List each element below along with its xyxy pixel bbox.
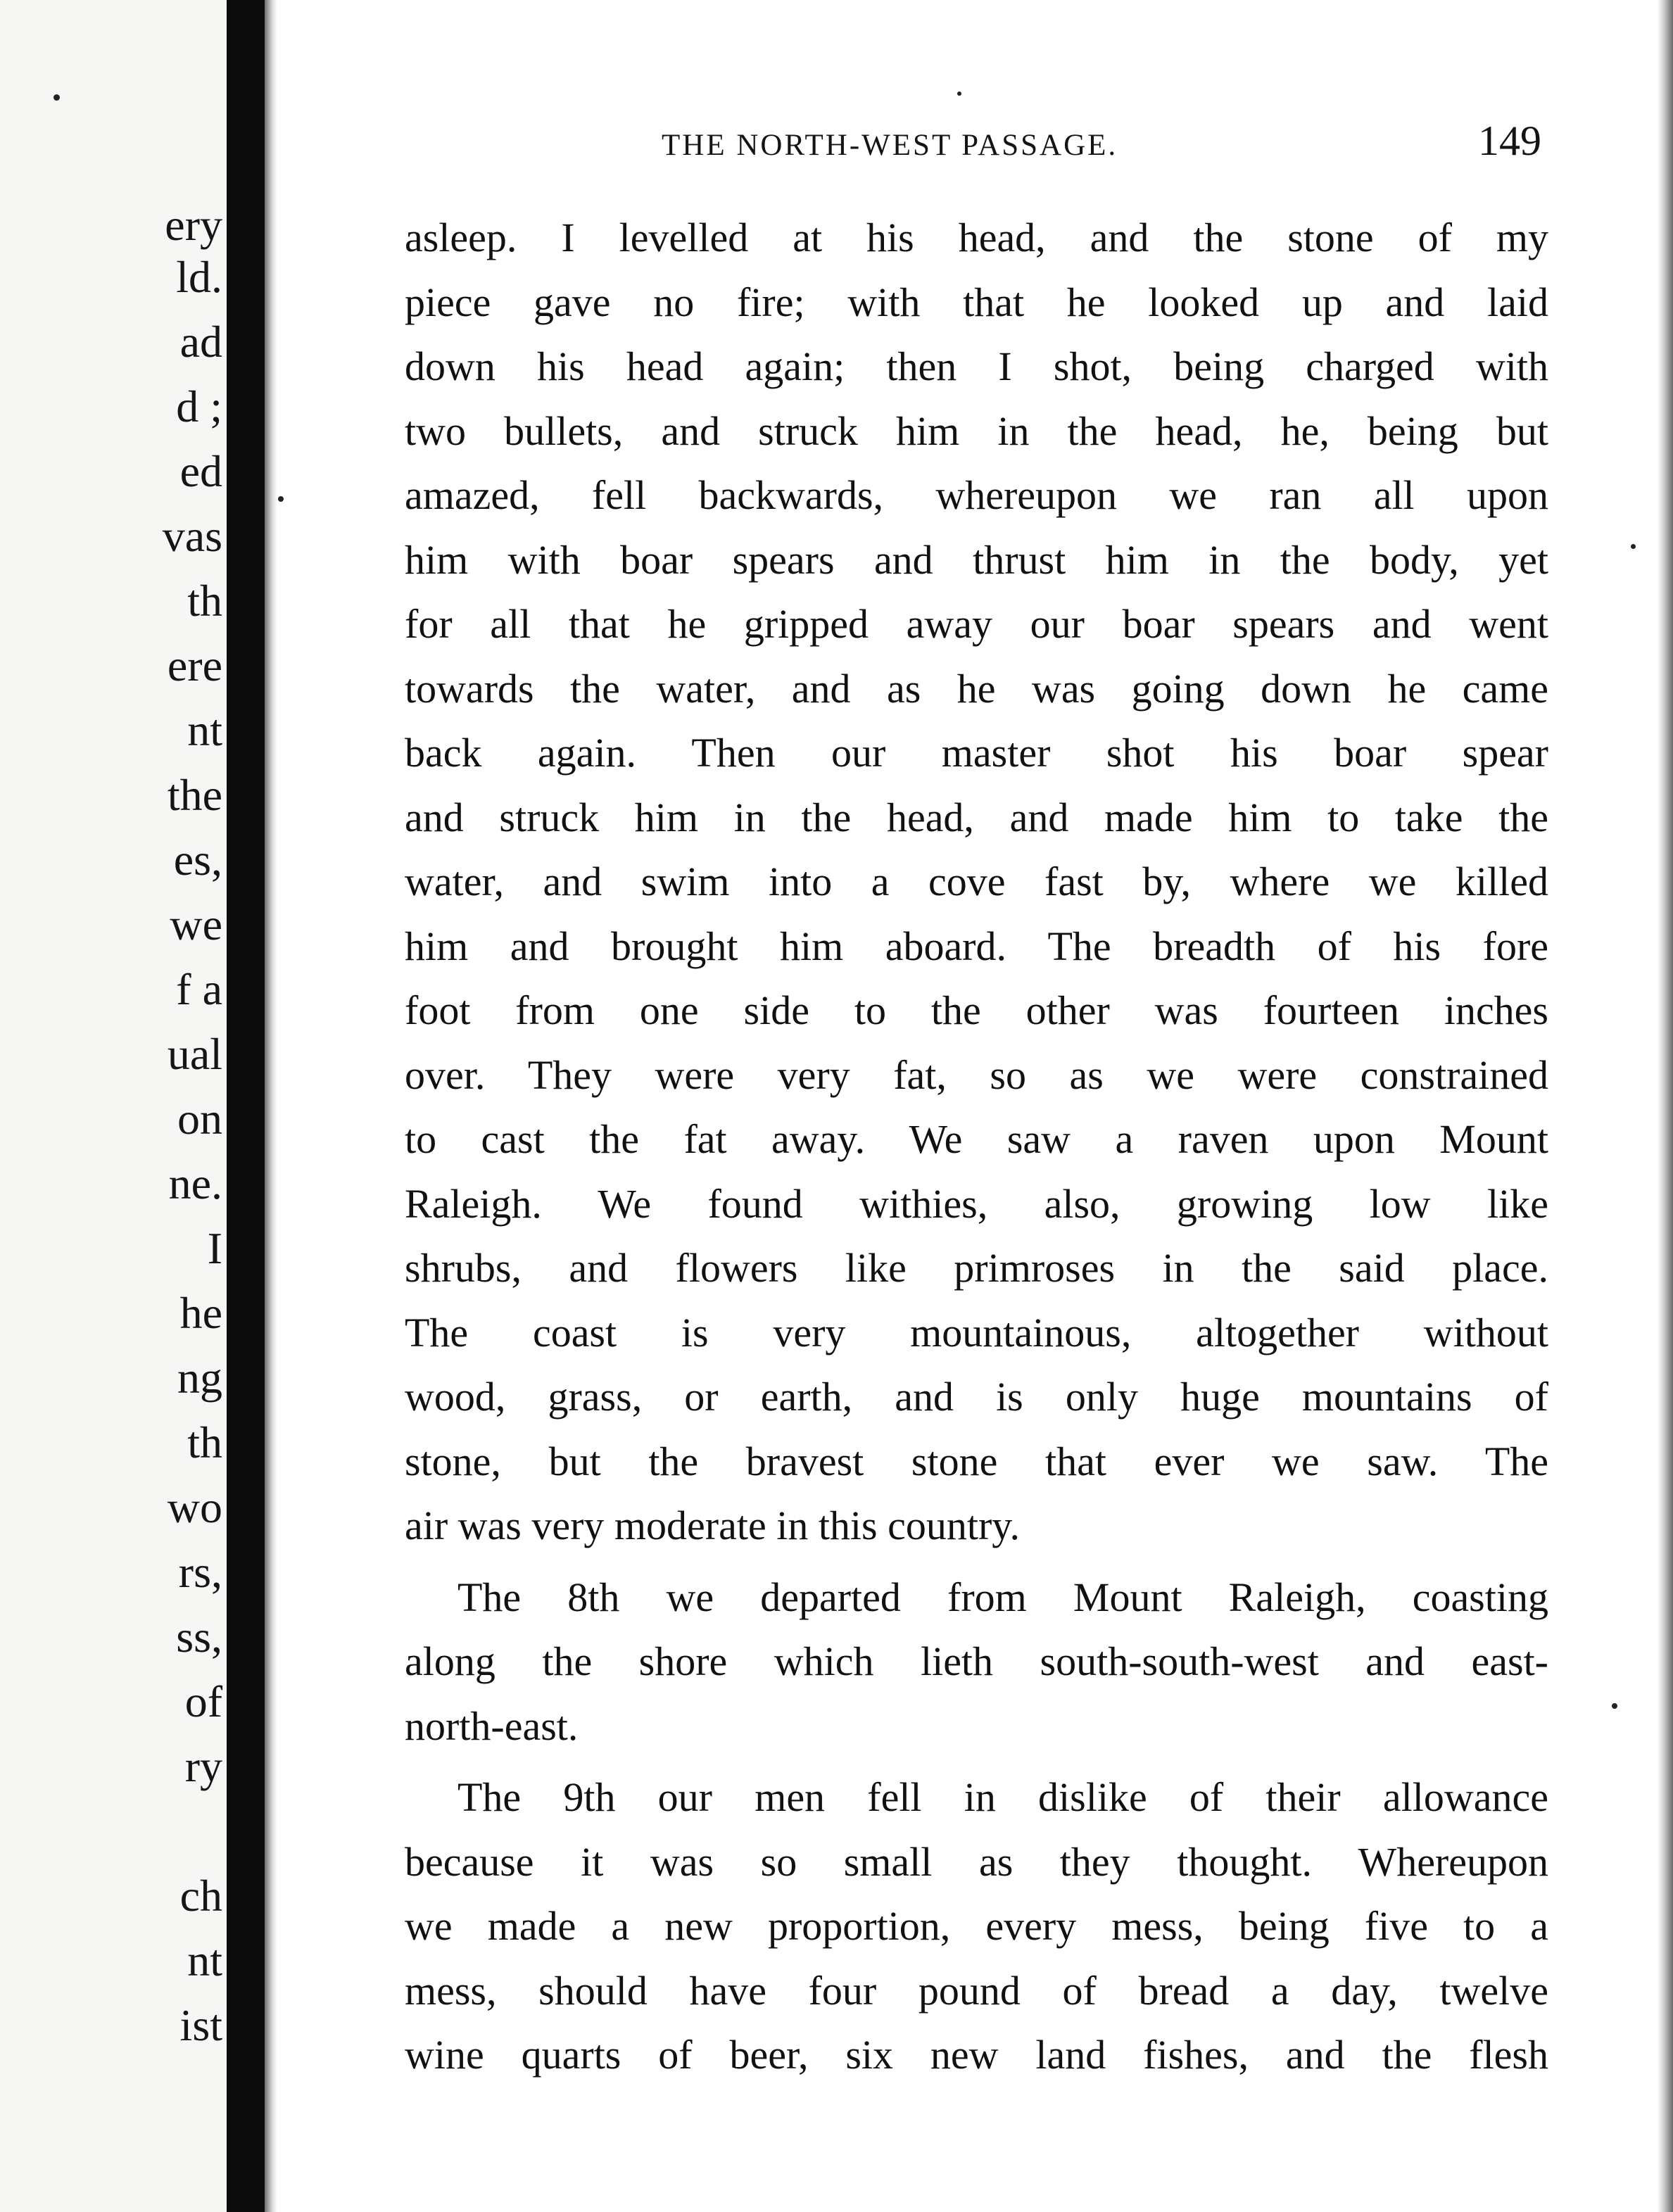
body-text [405, 206, 1548, 2087]
facing-page-line: d ; [176, 381, 222, 431]
text-line: stone, but the bravest stone that ever we saw. The [405, 1438, 1548, 1484]
text-line: because it was so small as they thought. Whereupon [405, 1838, 1548, 1885]
text-line: mess, should have four pound of bread a day, twelve [405, 1967, 1548, 2014]
facing-page-line: ry [184, 1741, 222, 1791]
paragraph [405, 1765, 1548, 2087]
text-line: The coast is very mountainous, altogether without [405, 1309, 1548, 1355]
page-edge-shadow [1658, 0, 1673, 2212]
text-line: north-east. [405, 1702, 579, 1749]
ink-speck [1612, 1703, 1617, 1709]
page-header [405, 113, 1541, 176]
text-line: towards the water, and as he was going down he came [405, 665, 1548, 712]
text-line: air was very moderate in this country. [405, 1503, 1021, 1548]
facing-page-line: th [187, 576, 222, 626]
text-line: The 9th our men fell in dislike of their allowance [457, 1774, 1548, 1820]
text-line: him with boar spears and thrust him in the body, yet [405, 536, 1548, 583]
facing-page-line: ist [179, 2000, 222, 2050]
text-line: down his head again; then I shot, being charged with [405, 343, 1548, 389]
facing-page [0, 0, 227, 2212]
facing-page-line: nt [187, 1935, 222, 1985]
facing-page-line: ss, [176, 1612, 222, 1662]
ink-speck [957, 91, 961, 96]
gutter-shadow [265, 0, 277, 2212]
facing-page-line: ld. [176, 252, 222, 302]
facing-page-line: on [177, 1094, 222, 1144]
ink-speck [1631, 544, 1636, 549]
text-line: two bullets, and struck him in the head, he, being but [405, 407, 1548, 454]
text-line: asleep. I levelled at his head, and the stone of my [405, 215, 1548, 260]
text-line: wood, grass, or earth, and is only huge mountains of [405, 1374, 1548, 1420]
page-number: 149 [1478, 118, 1541, 164]
facing-page-line: vas [162, 511, 222, 561]
text-line: The 8th we departed from Mount Raleigh, coasting [457, 1574, 1548, 1620]
facing-page-line: ere [167, 640, 222, 690]
facing-page-line: ual [167, 1029, 222, 1079]
text-line: shrubs, and flowers like primroses in the said place. [405, 1245, 1548, 1291]
ink-speck [278, 496, 284, 502]
facing-page-line: ad [179, 317, 222, 367]
facing-page-line: of [184, 1676, 222, 1726]
facing-page-line: ng [177, 1353, 222, 1403]
facing-page-line: he [179, 1288, 222, 1338]
facing-page-line: ery [165, 200, 222, 250]
text-line: over. They were very fat, so as we were constrained [405, 1051, 1548, 1098]
facing-page-line: the [167, 770, 222, 820]
text-line: along the shore which lieth south-south-west and east- [405, 1638, 1548, 1684]
facing-page-line: ch [179, 1871, 222, 1921]
facing-page-line: rs, [178, 1547, 222, 1597]
facing-page-line: nt [187, 705, 222, 755]
text-line: wine quarts of beer, six new land fishes, and the flesh [405, 2032, 1548, 2078]
text-line: to cast the fat away. We saw a raven upon Mount [405, 1116, 1548, 1162]
facing-page-line: wo [167, 1482, 222, 1532]
text-line: piece gave no fire; with that he looked up and laid [405, 279, 1548, 325]
facing-page-line: we [170, 899, 222, 949]
text-line: back again. Then our master shot his boar spear [405, 730, 1548, 776]
running-title: THE NORTH-WEST PASSAGE. [662, 129, 1118, 162]
facing-page-line: ne. [168, 1158, 222, 1208]
facing-page-line: es, [173, 835, 222, 885]
text-line: we made a new proportion, every mess, being five to a [405, 1903, 1548, 1949]
paragraph [405, 1565, 1548, 1759]
text-line: water, and swim into a cove fast by, where we killed [405, 859, 1548, 904]
ink-speck [53, 94, 60, 101]
book-gutter [227, 0, 265, 2212]
facing-page-line: ed [179, 446, 222, 496]
facing-page-line: I [207, 1223, 222, 1273]
text-line: him and brought him aboard. The breadth of his fore [405, 923, 1548, 969]
text-line: foot from one side to the other was fourteen inches [405, 987, 1548, 1033]
paragraph [405, 206, 1548, 1558]
text-line: amazed, fell backwards, whereupon we ran all upon [405, 472, 1548, 518]
text-line: Raleigh. We found withies, also, growing low like [405, 1180, 1548, 1227]
text-line: and struck him in the head, and made him to take the [405, 794, 1548, 840]
facing-page-line: f a [176, 964, 222, 1014]
text-line: for all that he gripped away our boar spears and went [405, 601, 1548, 647]
facing-page-line: th [187, 1417, 222, 1467]
